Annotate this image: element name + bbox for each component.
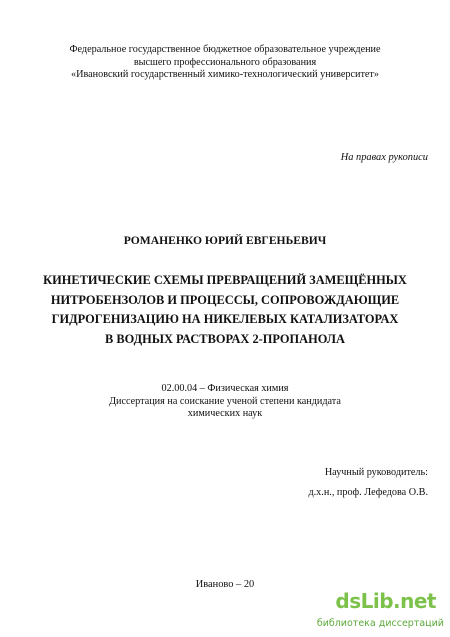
- scientific-advisor: [308, 463, 428, 503]
- title-line-1: КИНЕТИЧЕСКИЕ СХЕМЫ ПРЕВРАЩЕНИЙ ЗАМЕЩЁННЫХ: [43, 273, 407, 287]
- author-name: РОМАНЕНКО ЮРИЙ ЕВГЕНЬЕВИЧ: [123, 234, 327, 247]
- title-line-4: В ВОДНЫХ РАСТВОРАХ 2-ПРОПАНОЛА: [105, 331, 345, 346]
- institution-line-2: высшего профессионального образования: [133, 56, 317, 68]
- title-line-2: НИТРОБЕНЗОЛОВ И ПРОЦЕССЫ, СОПРОВОЖДАЮЩИЕ: [50, 292, 400, 307]
- degree-line-2: химических наук: [187, 408, 263, 419]
- institution-line-3: «Ивановский государственный химико-технологический университет»: [71, 69, 379, 80]
- city-year: Иваново – 20: [195, 579, 255, 590]
- institution-header: [0, 44, 450, 82]
- rights-note: На правах рукописи: [340, 152, 428, 163]
- degree-line-1: Диссертация на соискание ученой степени кандидата: [109, 395, 341, 407]
- specialty-code: 02.00.04 – Физическая химия: [161, 383, 289, 394]
- dissertation-title: [0, 271, 450, 349]
- advisor-label: Научный руководитель:: [324, 467, 428, 478]
- dslib-watermark: [316, 589, 444, 631]
- dissertation-details: [0, 383, 450, 421]
- title-line-3: ГИДРОГЕНИЗАЦИЮ НА НИКЕЛЕВЫХ КАТАЛИЗАТОРАХ: [51, 312, 399, 326]
- dslib-subtitle: библиотека диссертаций: [316, 618, 444, 629]
- dslib-logo: dsLib.net: [335, 589, 436, 613]
- institution-line-1: Федеральное государственное бюджетное образовательное учреждение: [69, 44, 381, 55]
- advisor-name: д.х.н., проф. Лефедова О.В.: [308, 487, 428, 498]
